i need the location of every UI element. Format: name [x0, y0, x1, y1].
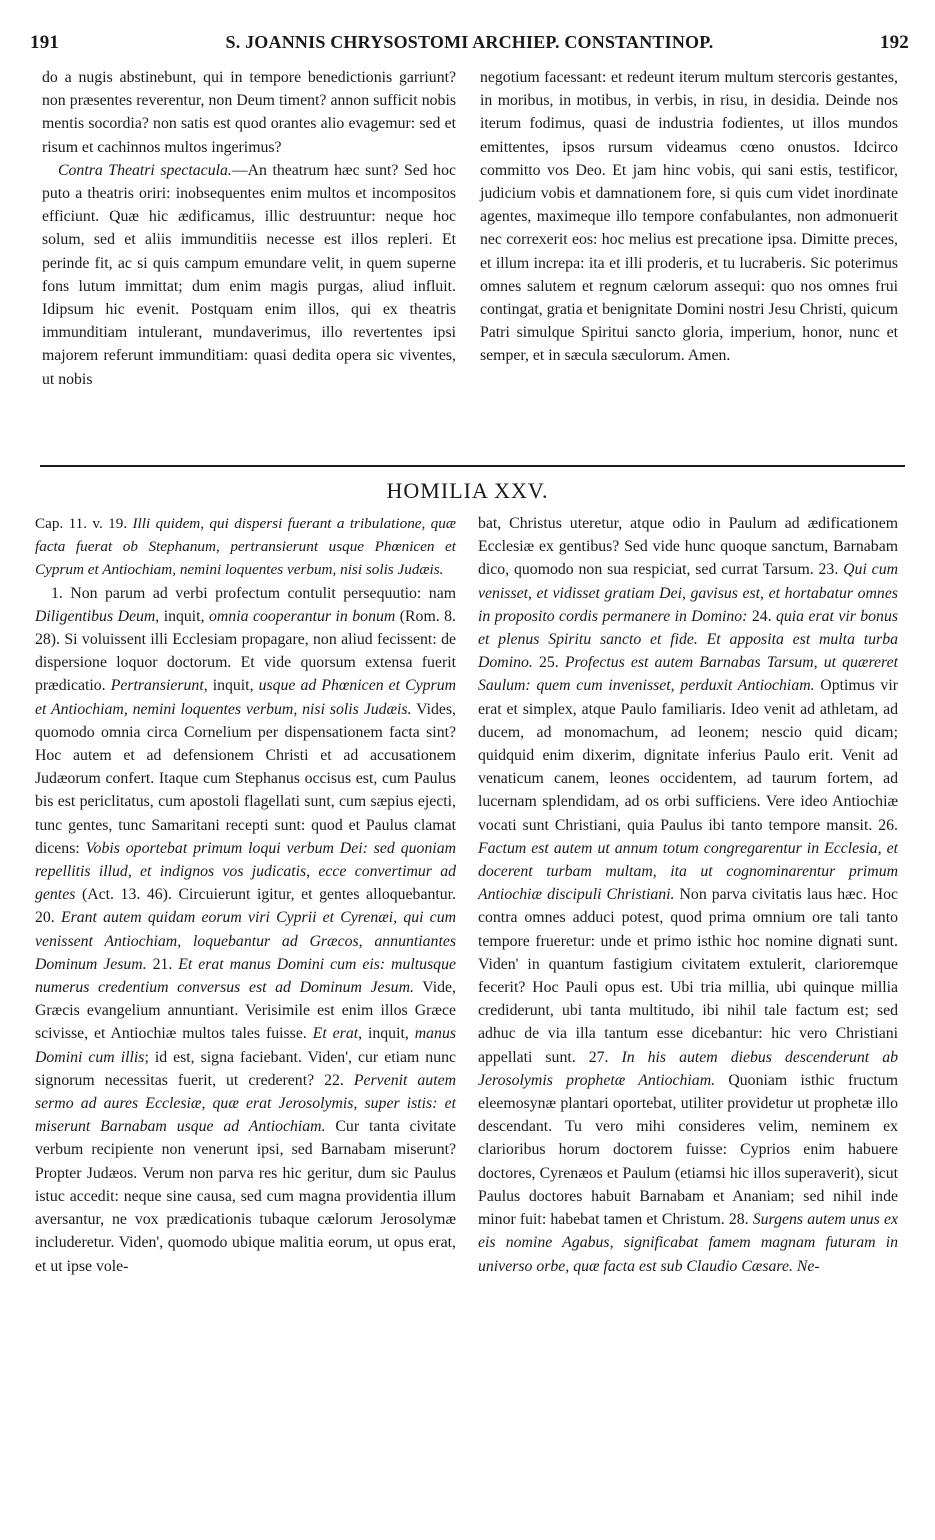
quote-run: quia erat vir bonus et plenus Spiritu sancto et fide. Et apposita est multa turba Domino. [478, 607, 899, 672]
quote-run: Et erat manus Domini cum eis: multusque numerus credentium conversus est ad Dominum Jesum. [35, 955, 456, 997]
text-run: 21. [146, 955, 179, 973]
scripture-quote: Illi quidem, qui dispersi fuerant a tribulatione, quæ facta fuerat ob Stephanum, pertransierunt usque Phœnicen et Cyprum et Antiochiam, nemini loquentes verbum, nisi solis Judæis. [35, 515, 457, 579]
text-run: Vide, Græcis evangelium annuntiant. Verisimile est enim illos Græce scivisse, et Antiochiæ multos tales fuisse. [35, 979, 456, 1043]
running-title: S. JOANNIS CHRYSOSTOMI ARCHIEP. CONSTANTINOP. [225, 32, 714, 52]
text-run: Non parva civitatis laus hæc. Hoc contra omnes adduci potest, quod prima omnium ore tali tanto tempore frueretur: unde et primo isthic hoc nomine dignati sunt. Viden' in quantum fastigium civitatem extulerit, clarioremque fecerit? Hoc Pauli opus est. Ubi tria millia, ubi quinque millia crediderunt, ubi tanta multitudo, ibi nihil tale factum est; sed adhuc de via illa tantum esse dicebantur: hic vero Christiani appellati sunt. 27. [478, 886, 898, 1066]
top-left-column [42, 66, 456, 391]
homily-title: HOMILIA XXV. [386, 478, 549, 503]
quote-run: Surgens autem unus ex eis nomine Agabus, significabat famem magnam futuram in universo orbe, quæ facta est sub Claudio Cæsare. Ne- [478, 1211, 898, 1275]
section-divider [40, 465, 905, 467]
text-run: , inquit, [358, 1025, 415, 1043]
text-run: , inquit, [155, 607, 209, 625]
quote-run: Factum est autem ut annum totum congregarentur in Ecclesia, et docerent turbam multam, ita ut cognominarentur primum Antiochiæ discipuli Christiani. [478, 839, 898, 904]
text-run: 1. Non parum ad verbi profectum contulit persequutio: nam [51, 584, 456, 602]
chapter-summary [35, 512, 456, 582]
quote-run: In his autem diebus descenderunt ab Jerosolymis prophetæ Antiochiam. [478, 1048, 898, 1089]
paragraph: negotium facessant: et redeunt iterum multum stercoris gestantes, in moribus, in motibus, in verbis, in risu, in desidia. Deinde nos iterum fodimus, quasi de industria fodientes, ut illos mundos emittentes, ipsos rursum videamus cœno onustos. Idcirco committo vos Deo. Et jam hinc vobis, qui sani estis, testificor, judicium vobis et damnationem fore, si quis cum videt inordinate agentes, maximeque illo tempore confabulantes, non admonuerit nec correxerit eos: hoc melius est precatione ipsa. Dimitte preces, et illum increpa: ita et illi proderis, et tu lucraberis. Sic poterimus omnes salutem et regnum cælorum assequi: quo nos omnes frui contingat, gratia et benignitate Domini nostri Jesu Christi, quicum Patri simulque Spiritui sancto gloria, imperium, honor, nunc et semper, et in sæcula sæculorum. Amen. [480, 69, 898, 365]
quote-run: manus Domini cum illis [35, 1025, 456, 1066]
text-run: Cur tanta civitate verbum recipiente non venerunt ipsi, sed Barnabam miserunt? Propter Judæos. Verum non parva res hic geritur, dum sic Paulus istuc accedit: neque sine causa, sed cum magna providentia illum aversantur, ne vox prædicationis tubaque cælorum Jerosolymæ includeretur. Viden', quomodo ubique malitia eorum, ut opus erat, et ut ipse vole- [35, 1118, 456, 1275]
text-run: , inquit, [203, 677, 259, 695]
page-header [30, 32, 909, 58]
paragraph [478, 512, 898, 1278]
quote-run: Pertransierunt [110, 677, 204, 695]
paragraph [35, 582, 456, 1278]
bottom-right-column [478, 512, 898, 1278]
quote-run: Vobis oportebat primum loqui verbum Dei: sed quoniam repellitis illud, et indignos vos judicatis, ecce convertimur ad gentes [35, 839, 457, 904]
quote-run: Pervenit autem sermo ad aures Ecclesiæ, quæ erat Jerosolymis, super istis: et miserunt Barnabam usque ad Antiochiam. [35, 1071, 456, 1136]
quote-run: Diligentibus Deum [35, 607, 156, 625]
paragraph: do a nugis abstinebunt, qui in tempore benedictionis garriunt? non præsentes reverentur, non Deum timent? annon sufficit nobis mentis socordia? non satis est quod orantes alio evagemur: sed et risum et cachinnos multos ingerimus? [42, 69, 456, 156]
page-number-left: 191 [30, 32, 60, 53]
quote-run: omnia cooperantur in bonum [209, 607, 396, 625]
top-right-column [480, 66, 898, 368]
quote-run: usque ad Phœnicen et Cyprum et Antiochiam, nemini loquentes verbum, nisi solis Judæis. [35, 677, 456, 718]
text-run: Vides, quomodo omnia circa Cornelium per dispensationem facta sint? Hoc autem et ad defensionem Christi et ad accusationem Judæorum confert. Itaque cum Stephanus occisus est, cum Paulus bis est periclitatus, cum apostoli flagellati sunt, cum sæpius ejecti, tunc gentes, tunc Samaritani recepti sunt: quod et Paulus clamat dicens: [35, 700, 456, 857]
text-run: Optimus vir erat et simplex, atque Paulo familiaris. Ideo venit ad athletam, ad ducem, ad monomachum, ad leonem; nescio quid dicam; quidquid enim dixerim, dignitate inferius Paulo erit. Venit ad venaticum canem, leones occidentem, ad taurum fortem, ad lucernam splendidam, ad os orbi sufficiens. Vere ideo Antiochiæ vocati sunt Christiani, quia Paulus ibi tanto tempore mansit. 26. [478, 677, 898, 834]
text-run: —An theatrum hæc sunt? Sed hoc puto a theatris oriri: inobsequentes enim multos et incompositos efficiunt. Quæ hic ædificamus, illic destruuntur: neque hoc solum, sed et aliis immunditiis necesse est illos repleri. Et perinde fit, ac si quis campum emundare velit, in quem superne fons lutum immittat; dum enim magis purgas, aliud influit. Idipsum hic evenit. Postquam enim illos, qui ex theatris immunditiam intulerant, mundaverimus, illo revertentes ipsi majorem referunt immunditiam: quasi dedita opera sic viventes, ut nobis [42, 161, 456, 388]
bottom-left-column [35, 512, 456, 1278]
text-run: (Rom. 8. 28). Si voluissent illi Ecclesiam propagare, non aliud fecissent: de dispersione loquor doctorum. Et vide quorsum extensa fuerit prædicatio. [35, 607, 456, 695]
text-run: ; id est, signa faciebant. Viden', cur etiam nunc signorum necessitas fuerit, ut crederent? 22. [35, 1048, 456, 1089]
text-run: Quoniam isthic fructum eleemosynæ plantari oportebat, utiliter providetur ut prophetæ illo descendant. Tu vero mihi consideres velim, neminem ex clarioribus horum doctorem fuisse: Cyprios enim habuere doctores, Cyrenæos et Paulum (etiamsi hic illos superaverit), sicut Paulus doctores habuit Barnabam et Ananiam; sed nihil inde minor fuit: habebat tamen et Christum. 28. [478, 1071, 898, 1229]
text-run: 24. [747, 607, 776, 625]
quote-run: Erant autem quidam eorum viri Cyprii et Cyrenæi, qui cum venissent Antiochiam, loquebantur ad Græcos, annuntiantes Dominum Jesum. [35, 909, 456, 973]
paragraph [42, 159, 456, 391]
text-run: bat, Christus uteretur, atque odio in Paulum ad ædificationem Ecclesiæ ex gentibus? Sed vide hunc quoque sanctum, Barnabam dico, quomodo non sua respiciat, sed currat Tarsum. 23. [478, 515, 898, 579]
chapter-reference: Cap. 11. v. 19. [35, 515, 128, 532]
quote-run: Qui cum venisset, et vidisset gratiam Dei, gavisus est, et hortabatur omnes in proposito cordis permanere in Domino: [478, 561, 899, 625]
quote-run: Profectus est autem Barnabas Tarsum, ut quæreret Saulum: quem cum invenisset, perduxit Antiochiam. [478, 654, 898, 695]
page-number-right: 192 [879, 32, 909, 53]
section-heading: Contra Theatri spectacula. [58, 161, 232, 179]
quote-run: Et erat [312, 1025, 359, 1043]
text-run: (Act. 13. 46). Circuierunt igitur, et gentes alloquebantur. 20. [35, 886, 456, 927]
text-run: 25. [532, 654, 565, 672]
